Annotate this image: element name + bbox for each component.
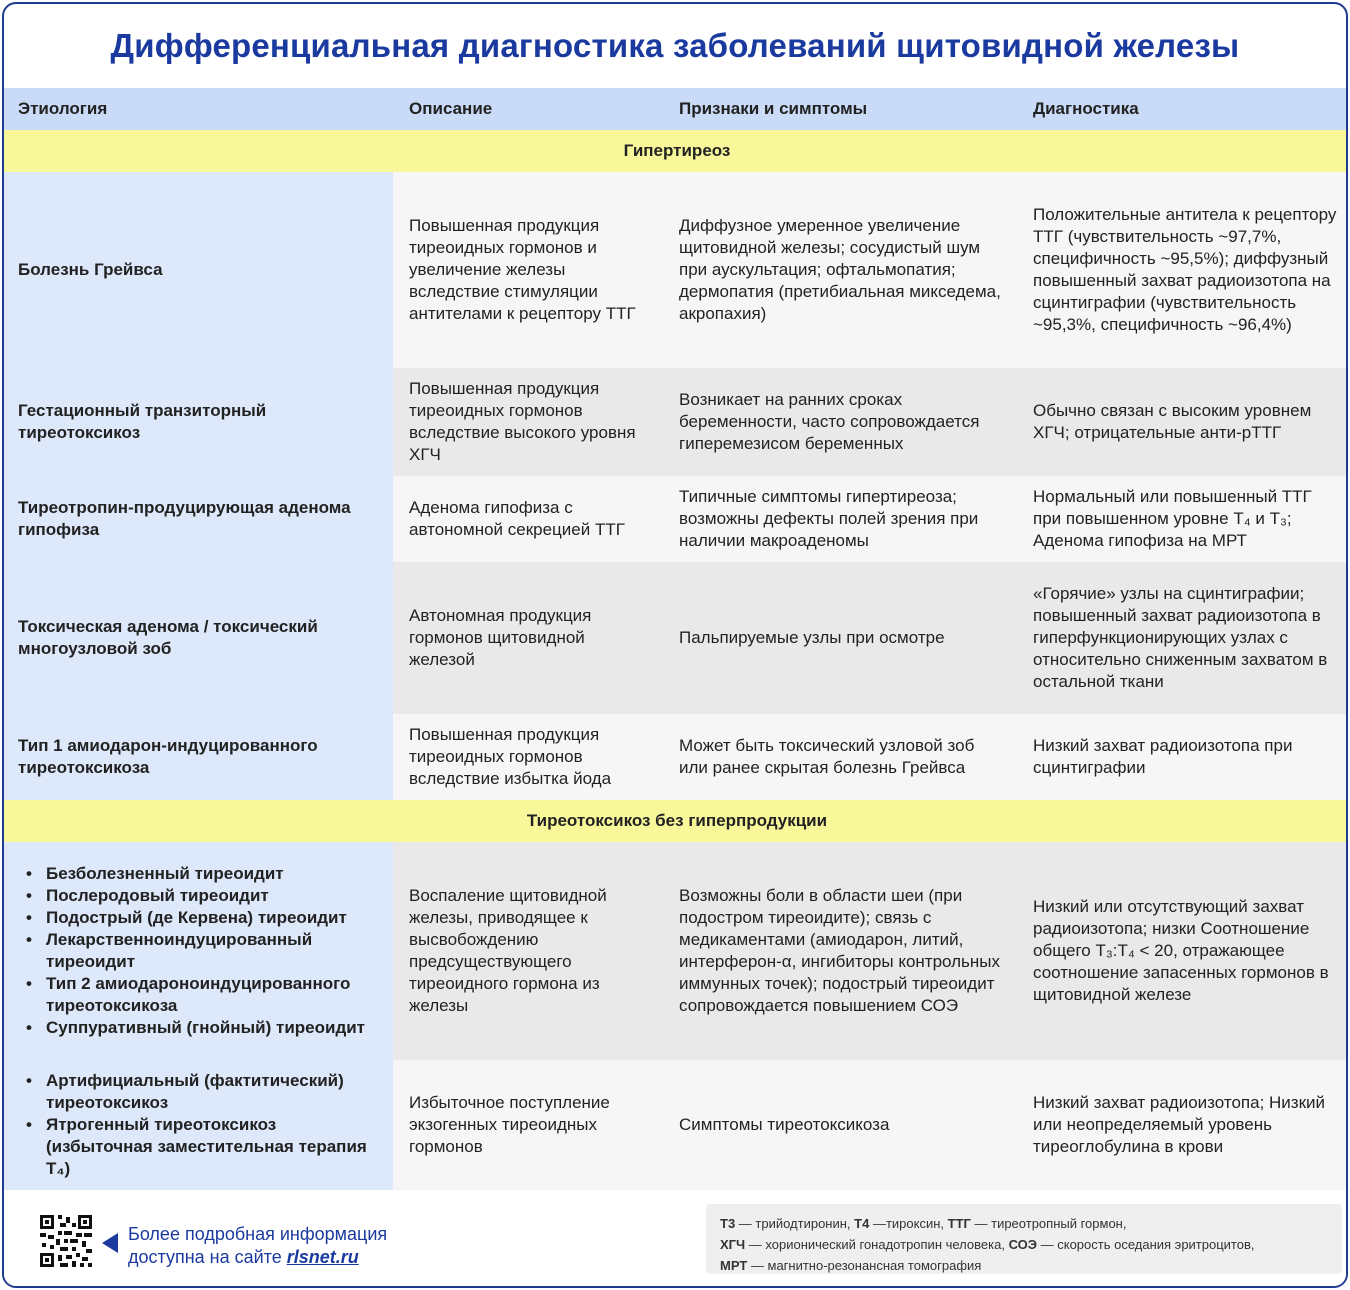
etiology-cell: Болезнь Грейвса xyxy=(4,172,393,368)
list-item: • Подострый (де Кервена) тиреоидит xyxy=(18,907,379,929)
diagnostics-cell: Низкий захват радиоизотопа при сцинтиграфии xyxy=(1017,714,1348,800)
header-symptoms: Признаки и симптомы xyxy=(663,88,1017,130)
section-label: Гипертиреоз xyxy=(4,130,1348,172)
more-info-line2 xyxy=(128,1246,387,1269)
etiology-cell xyxy=(4,842,393,1060)
symptoms-cell: Возможны боли в области шеи (при подостром тиреоидите); связь с медикаментами (амиодарон, литий, интерферон-α, ингибиторы контрольных иммунных точек); подострый тиреоидит сопровождается повышением СОЭ xyxy=(663,842,1017,1060)
more-info-line1: Более подробная информация xyxy=(128,1224,388,1244)
symptoms-cell: Возникает на ранних сроках беременности, часто сопровождается гиперемезисом беременных xyxy=(663,368,1017,476)
description-cell: Повышенная продукция тиреоидных гормонов вследствие высокого уровня ХГЧ xyxy=(393,368,663,476)
header-etiology: Этиология xyxy=(4,88,393,130)
abbr-line xyxy=(720,1255,1328,1276)
symptoms-cell: Симптомы тиреотоксикоза xyxy=(663,1060,1017,1190)
abbr-term: ТТГ xyxy=(947,1216,971,1231)
abbr-def: — скорость оседания эритроцитов, xyxy=(1037,1237,1255,1252)
list-item: • Тип 2 амиодароноиндуцированного тиреотоксикоза xyxy=(18,973,379,1017)
abbr-term: Т4 xyxy=(854,1216,870,1231)
etiology-cell: Токсическая аденома / токсический многоузловой зоб xyxy=(4,562,393,714)
abbr-def: — тиреотропный гормон, xyxy=(970,1216,1127,1231)
description-cell: Автономная продукция гормонов щитовидной железой xyxy=(393,562,663,714)
abbr-term: ХГЧ xyxy=(720,1237,746,1252)
etiology-cell: Тип 1 амиодарон-индуцированного тиреотоксикоза xyxy=(4,714,393,800)
symptoms-cell: Может быть токсический узловой зоб или ранее скрытая болезнь Грейвса xyxy=(663,714,1017,800)
more-info-prefix: доступна на сайте xyxy=(128,1247,287,1267)
abbreviations-box xyxy=(706,1204,1342,1274)
list-item: • Послеродовый тиреоидит xyxy=(18,885,379,907)
abbr-term: МРТ xyxy=(720,1258,748,1273)
diagnostics-cell: Положительные антитела к рецептору ТТГ (чувствительность ~97,7%, специфичность ~95,5%); диффузный повышенный захват радиоизотопа на сцинтиграфии (чувствительность ~95,3%, специфичность ~96,4%) xyxy=(1017,172,1348,368)
abbr-term: Т3 xyxy=(720,1216,736,1231)
qr-code-icon[interactable] xyxy=(40,1204,92,1278)
abbr-term: СОЭ xyxy=(1008,1237,1038,1252)
abbr-def: — трийодтиронин, xyxy=(735,1216,855,1231)
etiology-cell: Гестационный транзиторный тиреотоксикоз xyxy=(4,368,393,476)
abbr-def: — хорионический гонадотропин человека, xyxy=(745,1237,1009,1252)
abbr-def: —тироксин, xyxy=(869,1216,948,1231)
description-cell: Повышенная продукция тиреоидных гормонов и увеличение железы вследствие стимуляции антителами к рецептору ТТГ xyxy=(393,172,663,368)
list-item: • Артифициальный (фактитический) тиреотоксикоз xyxy=(18,1070,379,1114)
abbr-line xyxy=(720,1213,1328,1234)
list-item: • Суппуративный (гнойный) тиреоидит xyxy=(18,1017,379,1039)
list-item: • Ятрогенный тиреотоксикоз (избыточная заместительная терапия Т₄) xyxy=(18,1114,379,1180)
diagnosis-table xyxy=(4,88,1348,1190)
etiology-cell: Тиреотропин-продуцирующая аденома гипофиза xyxy=(4,476,393,562)
section-row-thyrotoxicosis xyxy=(4,800,1348,842)
table-row xyxy=(4,1060,1348,1190)
diagnostics-cell: Нормальный или повышенный ТТГ при повышенном уровне Т₄ и Т₃; Аденома гипофиза на МРТ xyxy=(1017,476,1348,562)
more-info-text xyxy=(128,1223,387,1269)
symptoms-cell: Пальпируемые узлы при осмотре xyxy=(663,562,1017,714)
section-row-hyperthyroidism xyxy=(4,130,1348,172)
list-item: • Безболезненный тиреоидит xyxy=(18,863,379,885)
abbr-def: — магнитно-резонансная томография xyxy=(747,1258,982,1273)
table-row xyxy=(4,476,1348,562)
etiology-list xyxy=(18,1070,379,1180)
etiology-cell xyxy=(4,1060,393,1190)
abbr-line xyxy=(720,1234,1328,1255)
diagnostics-cell: Низкий или отсутствующий захват радиоизотопа; низки Соотношение общего Т₃:Т₄ < 20, отражающее соотношение запасенных гормонов в щитовидной железе xyxy=(1017,842,1348,1060)
table-row xyxy=(4,172,1348,368)
description-cell: Избыточное поступление экзогенных тиреоидных гормонов xyxy=(393,1060,663,1190)
description-cell: Воспаление щитовидной железы, приводящее к высвобождению предсуществующего тиреоидного гормона из железы xyxy=(393,842,663,1060)
list-item: • Лекарственноиндуцированный тиреоидит xyxy=(18,929,379,973)
symptoms-cell: Диффузное умеренное увеличение щитовидной железы; сосудистый шум при аускультация; офтальмопатия; дермопатия (претибиальная микседема, акропахия) xyxy=(663,172,1017,368)
arrow-left-icon xyxy=(102,1233,118,1253)
footer xyxy=(4,1190,1346,1288)
symptoms-cell: Типичные симптомы гипертиреоза; возможны дефекты полей зрения при наличии макроаденомы xyxy=(663,476,1017,562)
diagnostics-cell: «Горячие» узлы на сцинтиграфии; повышенный захват радиоизотопа в гиперфункционирующих узлах с относительно сниженным захватом в остальной ткани xyxy=(1017,562,1348,714)
header-diagnostics: Диагностика xyxy=(1017,88,1348,130)
table-row xyxy=(4,368,1348,476)
header-row xyxy=(4,88,1348,130)
diagnostics-cell: Низкий захват радиоизотопа; Низкий или неопределяемый уровень тиреоглобулина в крови xyxy=(1017,1060,1348,1190)
description-cell: Аденома гипофиза с автономной секрецией ТТГ xyxy=(393,476,663,562)
header-description: Описание xyxy=(393,88,663,130)
page-frame xyxy=(2,2,1348,1288)
section-label: Тиреотоксикоз без гиперпродукции xyxy=(4,800,1348,842)
diagnostics-cell: Обычно связан с высоким уровнем ХГЧ; отрицательные анти-рТТГ xyxy=(1017,368,1348,476)
etiology-list xyxy=(18,863,379,1039)
table-row xyxy=(4,562,1348,714)
page-title: Дифференциальная диагностика заболеваний щитовидной железы xyxy=(110,27,1240,64)
table-row xyxy=(4,714,1348,800)
table-row xyxy=(4,842,1348,1060)
site-link[interactable]: rlsnet.ru xyxy=(286,1247,359,1267)
description-cell: Повышенная продукция тиреоидных гормонов вследствие избытка йода xyxy=(393,714,663,800)
